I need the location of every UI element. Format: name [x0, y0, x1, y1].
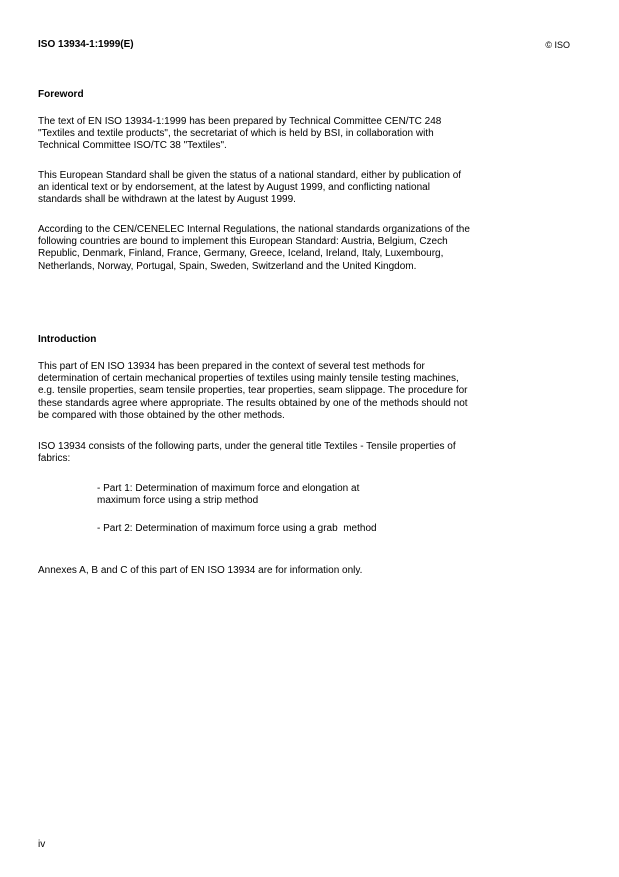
foreword-paragraph-3 [38, 224, 548, 273]
copyright-notice: © ISO [545, 40, 570, 50]
introduction-paragraph-2 [38, 441, 548, 465]
page-number: iv [38, 839, 46, 850]
text-line: According to the CEN/CENELEC Internal Regulations, the national standards organizations of the [38, 224, 470, 235]
introduction-paragraph-3 [38, 565, 548, 577]
text-line: ISO 13934 consists of the following parts, under the general title Textiles - Tensile properties of [38, 441, 456, 452]
introduction-heading: Introduction [38, 334, 97, 345]
introduction-paragraph-1 [38, 361, 548, 422]
text-line: - Part 1: Determination of maximum force and elongation at [97, 483, 360, 494]
text-line: Annexes A, B and C of this part of EN ISO 13934 are for information only. [38, 565, 363, 576]
foreword-paragraph-2 [38, 170, 548, 207]
text-line: "Textiles and textile products", the secretariat of which is held by BSI, in collaboration with [38, 128, 434, 140]
document-id: ISO 13934-1:1999(E) [38, 39, 134, 50]
text-line: be compared with those obtained by the other methods. [38, 409, 285, 421]
text-line: This part of EN ISO 13934 has been prepared in the context of several test methods for [38, 361, 425, 372]
foreword-paragraph-1 [38, 116, 548, 153]
text-line: e.g. tensile properties, seam tensile properties, tear properties, seam slippage. The procedure for [38, 385, 468, 397]
foreword-heading: Foreword [38, 89, 84, 100]
text-line: these standards agree where appropriate. The results obtained by one of the methods should not [38, 397, 468, 409]
text-line: - Part 2: Determination of maximum force using a grab method [97, 523, 377, 534]
text-line: determination of certain mechanical properties of textiles using mainly tensile testing machines, [38, 373, 459, 385]
text-line: The text of EN ISO 13934-1:1999 has been prepared by Technical Committee CEN/TC 248 [38, 116, 442, 127]
text-line: This European Standard shall be given the status of a national standard, either by publication of [38, 170, 462, 181]
text-line: maximum force using a strip method [97, 495, 259, 507]
text-line: Netherlands, Norway, Portugal, Spain, Sweden, Switzerland and the United Kingdom. [38, 260, 417, 272]
list-item-part-1 [97, 483, 517, 507]
text-line: Republic, Denmark, Finland, France, Germany, Greece, Iceland, Ireland, Italy, Luxembourg, [38, 248, 444, 260]
text-line: Technical Committee ISO/TC 38 "Textiles". [38, 140, 227, 152]
text-line: following countries are bound to implement this European Standard: Austria, Belgium, Czech [38, 236, 448, 248]
text-line: fabrics: [38, 453, 71, 465]
text-line: standards shall be withdrawn at the latest by August 1999. [38, 194, 296, 206]
text-line: an identical text or by endorsement, at the latest by August 1999, and conflicting national [38, 182, 430, 194]
list-item-part-2 [97, 523, 517, 535]
